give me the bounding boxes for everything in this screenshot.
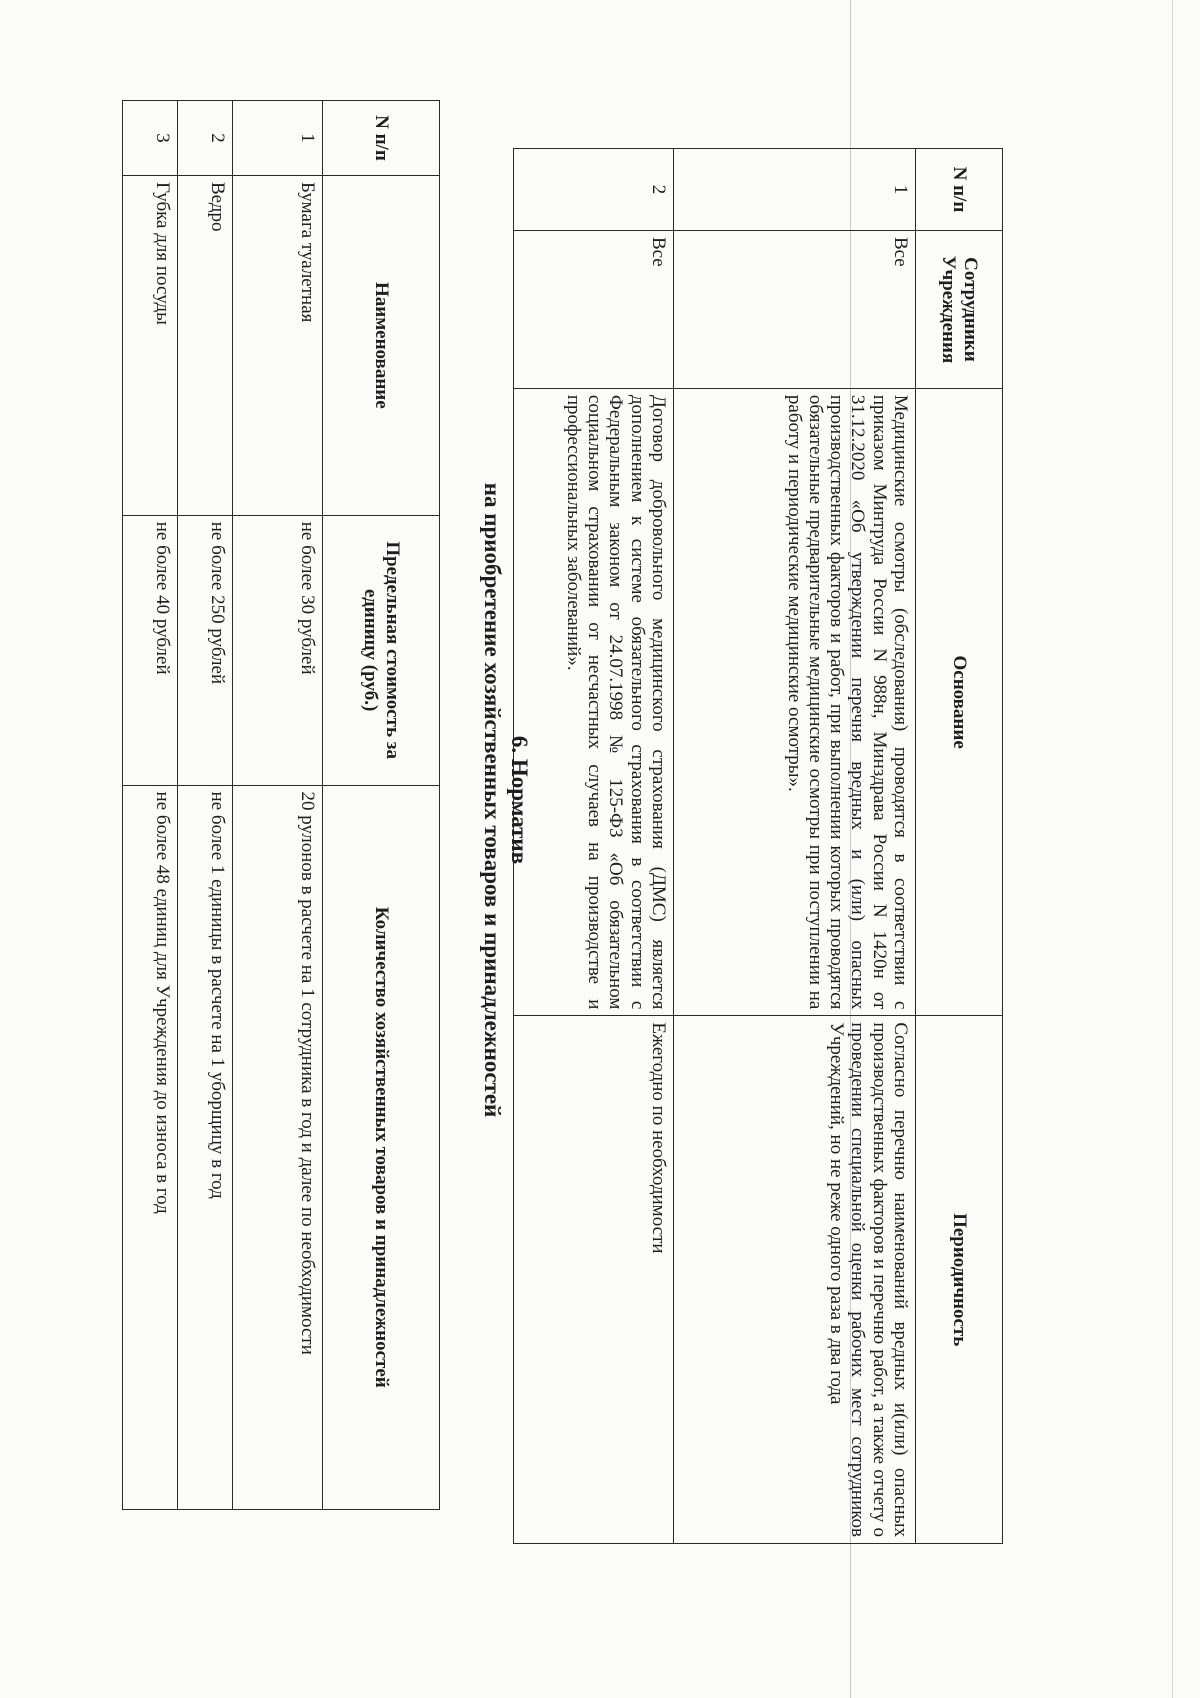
cell-price: не более 40 рублей xyxy=(123,515,178,785)
cell-name: Ведро xyxy=(178,175,233,515)
header-basis: Основание xyxy=(916,388,1003,1015)
table-row xyxy=(123,101,178,1510)
header-period: Периодичность xyxy=(916,1016,1003,1544)
cell-num: 2 xyxy=(514,149,674,231)
table-row xyxy=(233,101,323,1510)
cell-price: не более 250 рублей xyxy=(178,515,233,785)
table-header-row xyxy=(323,101,440,1510)
header-num: N п/п xyxy=(916,149,1003,231)
rotated-page xyxy=(38,0,1168,1600)
cell-num: 1 xyxy=(674,149,916,231)
cell-period: Ежегодно по необходимости xyxy=(514,1016,674,1544)
section-subtitle: на приобретение хозяйственных товаров и принадлежностей xyxy=(480,482,505,1118)
cell-staff: Все xyxy=(674,230,916,388)
cell-price: не более 30 рублей xyxy=(233,515,323,785)
header-qty: Количество хозяйственных товаров и принадлежностей xyxy=(323,785,440,1509)
household-goods-table xyxy=(122,100,440,1510)
cell-period: Согласно перечню наименований вредных и(или) опасных производственных факторов и перечню работ, а также отчету о проведении специальной оценки рабочих мест сотрудников Учреждений, но не реже одного раза в два года xyxy=(674,1016,916,1544)
header-num: N п/п xyxy=(323,101,440,176)
table-row xyxy=(674,149,916,1544)
cell-qty: не более 1 единицы в расчете на 1 уборщицу в год xyxy=(178,785,233,1509)
cell-num: 2 xyxy=(178,101,233,176)
header-staff: Сотрудники Учреждения xyxy=(916,230,1003,388)
table-row xyxy=(514,149,674,1544)
cell-basis: Медицинские осмотры (обследования) проводятся в соответствии с приказом Минтруда России N 988н, Минздрава России N 1420н от 31.12.2020 «Об утверждении перечня вредных и (или) опасных производственных факторов и работ, при выполнении которых проводятся обязательные предварительные медицинские осмотры при поступлении на работу и периодические медицинские осмотры». xyxy=(674,388,916,1015)
cell-name: Губка для посуды xyxy=(123,175,178,515)
header-name: Наименование xyxy=(323,175,440,515)
header-price: Предельная стоимость за единицу (руб.) xyxy=(323,515,440,785)
cell-qty: не более 48 единиц для Учреждения до износа в год xyxy=(123,785,178,1509)
cell-num: 3 xyxy=(123,101,178,176)
cell-num: 1 xyxy=(233,101,323,176)
table-row xyxy=(178,101,233,1510)
table-header-row xyxy=(916,149,1003,1544)
section-title: 6. Норматив xyxy=(507,735,532,865)
cell-qty: 20 рулонов в расчете на 1 сотрудника в год и далее по необходимости xyxy=(233,785,323,1509)
cell-staff: Все xyxy=(514,230,674,388)
cell-basis: Договор добровольного медицинского страхования (ДМС) является дополнением к системе обязательного страхования в соответствии с Федеральным законом от 24.07.1998 № 125-ФЗ «Об обязательном социальном страховании от несчастных случаев на производстве и профессиональных заболеваний». xyxy=(514,388,674,1015)
scan-line xyxy=(1172,0,1173,1698)
cell-name: Бумага туалетная xyxy=(233,175,323,515)
medical-exam-table xyxy=(513,148,1003,1544)
